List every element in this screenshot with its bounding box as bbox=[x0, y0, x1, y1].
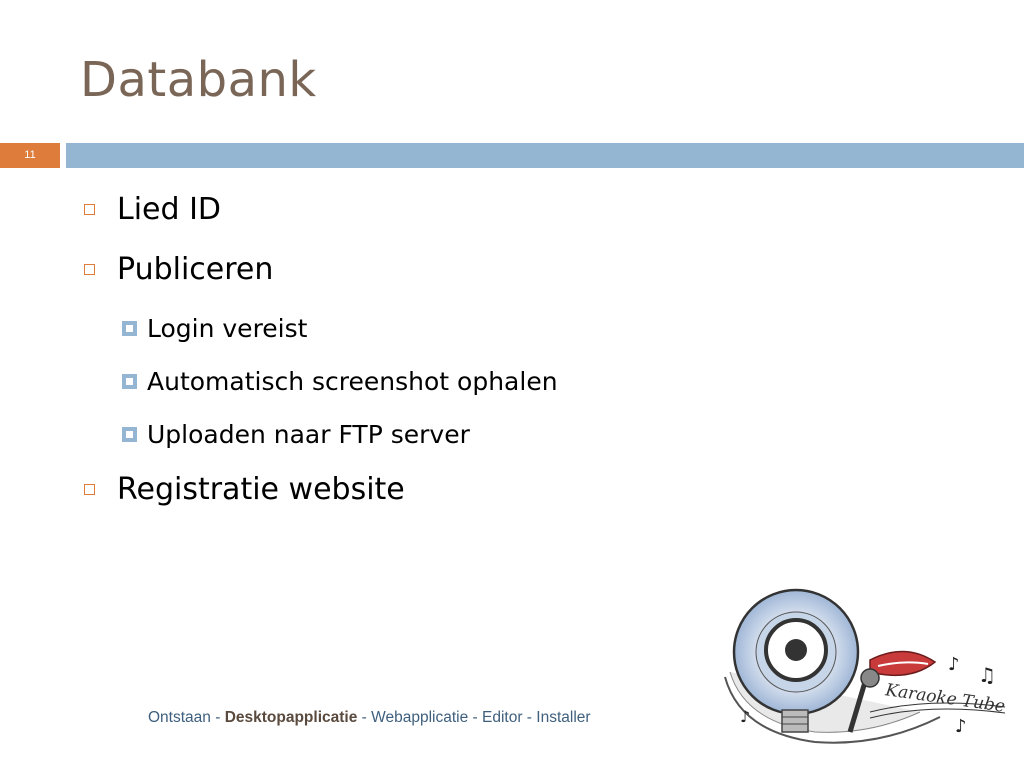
filled-square-bullet-icon bbox=[122, 374, 137, 389]
footer-item-editor: Editor bbox=[482, 709, 523, 726]
svg-text:♫: ♫ bbox=[978, 663, 996, 687]
bullet-item bbox=[84, 472, 405, 507]
footer-separator: - bbox=[210, 709, 225, 726]
svg-text:♪: ♪ bbox=[948, 654, 960, 675]
bullet-item bbox=[84, 192, 221, 227]
bullet-text: Registratie website bbox=[117, 472, 405, 507]
sub-bullet-text: Uploaden naar FTP server bbox=[147, 420, 470, 449]
filled-square-bullet-icon bbox=[122, 427, 137, 442]
footer-separator: - bbox=[357, 709, 372, 726]
karaoke-tube-logo bbox=[720, 582, 1020, 762]
footer-navigation bbox=[148, 709, 591, 727]
header-band bbox=[66, 143, 1024, 168]
logo-text: Karaoke Tube bbox=[884, 680, 1007, 717]
sub-bullet-text: Login vereist bbox=[147, 314, 308, 343]
footer-item-webapplicatie: Webapplicatie bbox=[371, 709, 469, 726]
footer-item-installer: Installer bbox=[536, 709, 591, 726]
sub-bullet-item bbox=[122, 367, 558, 396]
square-bullet-icon bbox=[84, 204, 95, 215]
svg-text:♪: ♪ bbox=[740, 707, 751, 726]
bullet-text: Publiceren bbox=[117, 252, 274, 287]
sub-bullet-text: Automatisch screenshot ophalen bbox=[147, 367, 558, 396]
footer-item-ontstaan: Ontstaan bbox=[148, 709, 211, 726]
bullet-text: Lied ID bbox=[117, 192, 222, 227]
square-bullet-icon bbox=[84, 264, 95, 275]
footer-item-desktopapplicatie: Desktopapplicatie bbox=[224, 709, 358, 726]
filled-square-bullet-icon bbox=[122, 321, 137, 336]
sub-bullet-item bbox=[122, 420, 470, 449]
sub-bullet-item bbox=[122, 314, 307, 343]
footer-separator: - bbox=[522, 709, 537, 726]
slide-number: 11 bbox=[0, 143, 60, 168]
footer-separator: - bbox=[468, 709, 482, 726]
slide-title: Databank bbox=[80, 52, 317, 108]
svg-text:♪: ♪ bbox=[955, 716, 967, 737]
bullet-item bbox=[84, 252, 273, 287]
square-bullet-icon bbox=[84, 484, 95, 495]
